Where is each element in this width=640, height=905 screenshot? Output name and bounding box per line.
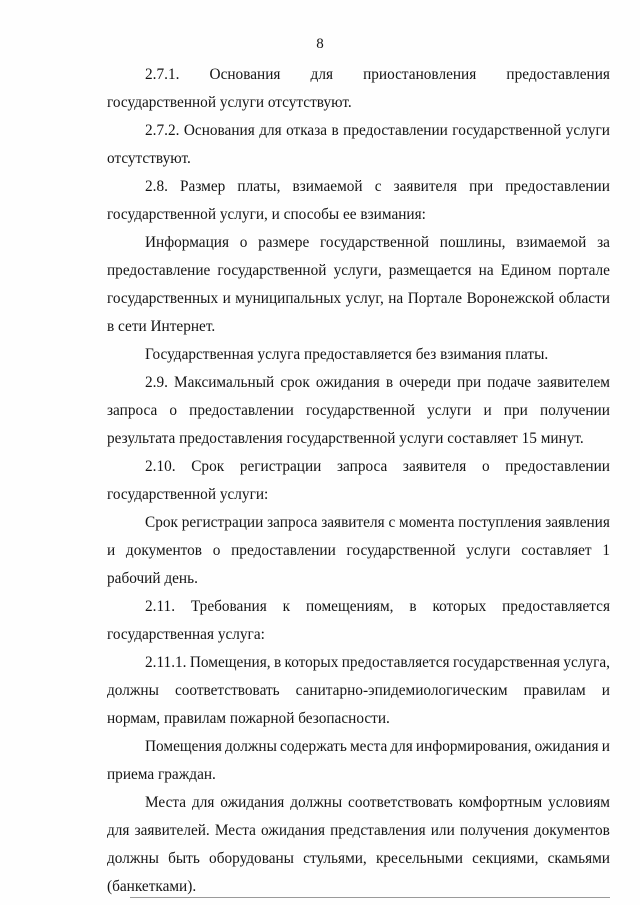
text-line: для заявителей. Места ожидания представления или получения документов: [107, 822, 610, 839]
text-line: Срок регистрации запроса заявителя с момента поступления заявления: [145, 514, 610, 531]
text-line: государственных и муниципальных услуг, на Портале Воронежской области: [107, 290, 610, 307]
text-line: в сети Интернет.: [107, 318, 216, 335]
text-line: государственная услуга:: [107, 626, 265, 643]
text-line: Помещения должны содержать места для информирования, ожидания и: [145, 738, 610, 755]
page-number: 8: [316, 36, 324, 52]
text-line: приема граждан.: [107, 766, 216, 783]
text-line: государственной услуги, и способы ее взимания:: [107, 206, 426, 223]
text-line: Информация о размере государственной пошлины, взимаемой за: [145, 234, 610, 251]
text-line: запроса о предоставлении государственной услуги и при получении: [107, 402, 610, 419]
text-line: Государственная услуга предоставляется без взимания платы.: [145, 346, 549, 363]
text-line: (банкетками).: [107, 878, 197, 895]
page-bottom-edge: [130, 897, 610, 898]
text-line: государственной услуги отсутствуют.: [107, 94, 352, 111]
text-line: результата предоставления государственной услуги составляет 15 минут.: [107, 430, 584, 447]
text-line: отсутствуют.: [107, 150, 191, 167]
text-line: рабочий день.: [107, 570, 198, 587]
text-line: должны быть оборудованы стульями, кресельными секциями, скамьями: [107, 850, 610, 867]
text-line: государственной услуги:: [107, 486, 269, 503]
text-line: 2.8. Размер платы, взимаемой с заявителя при предоставлении: [145, 178, 610, 195]
text-line: должны соответствовать санитарно-эпидемиологическим правилам и: [107, 682, 610, 699]
text-line: 2.9. Максимальный срок ожидания в очереди при подаче заявителем: [145, 374, 610, 391]
text-line: 2.7.1. Основания для приостановления предоставления: [145, 66, 610, 83]
text-line: и документов о предоставлении государственной услуги составляет 1: [107, 542, 610, 559]
text-line: 2.11.1. Помещения, в которых предоставляется государственная услуга,: [145, 654, 610, 671]
text-line: нормам, правилам пожарной безопасности.: [107, 710, 390, 727]
text-line: Места для ожидания должны соответствовать комфортным условиям: [145, 794, 610, 811]
text-line: 2.7.2. Основания для отказа в предоставлении государственной услуги: [145, 122, 610, 139]
text-line: 2.10. Срок регистрации запроса заявителя о предоставлении: [145, 458, 610, 475]
text-line: предоставление государственной услуги, размещается на Едином портале: [107, 262, 610, 279]
text-line: 2.11. Требования к помещениям, в которых предоставляется: [145, 598, 610, 615]
